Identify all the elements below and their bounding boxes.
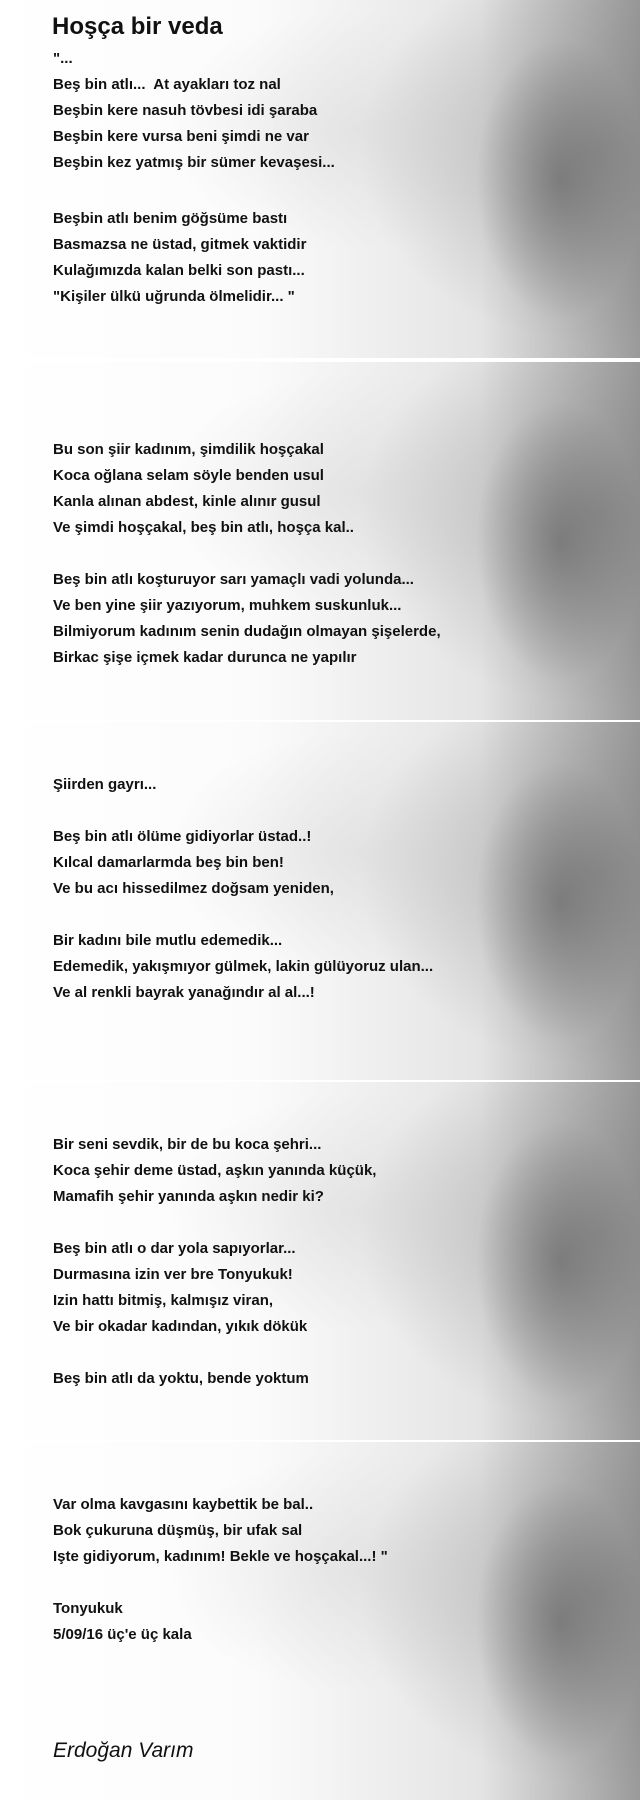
poem-line: Beş bin atlı ölüme gidiyorlar üstad..! [53, 828, 312, 845]
poem-line: Mamafih şehir yanında aşkın nedir ki? [53, 1188, 324, 1205]
poem-line: Beşbin kez yatmış bir sümer kevaşesi... [53, 154, 335, 171]
poem-line: Koca şehir deme üstad, aşkın yanında küçük, [53, 1162, 377, 1179]
poem-line: Ve al renkli bayrak yanağındır al al...! [53, 984, 315, 1001]
stanza [53, 437, 354, 541]
poem-line: Bir seni sevdik, bir de bu koca şehri... [53, 1136, 322, 1153]
poem-line: Ve bu acı hissedilmez doğsam yeniden, [53, 880, 334, 897]
stanza [53, 1596, 192, 1648]
poem-line: Beşbin kere vursa beni şimdi ne var [53, 128, 309, 145]
poem-line: Koca oğlana selam söyle benden usul [53, 467, 324, 484]
poem-line: "Kişiler ülkü uğrunda ölmelidir... " [53, 288, 295, 305]
stanza [53, 824, 334, 902]
poem-line: Beş bin atlı koşturuyor sarı yamaçlı vadi yolunda... [53, 571, 414, 588]
author-name: Erdoğan Varım [53, 1739, 194, 1762]
stanza [53, 567, 441, 671]
poem-line: Basmazsa ne üstad, gitmek vaktidir [53, 236, 307, 253]
poem-line: Beşbin atlı benim göğsüme bastı [53, 210, 288, 227]
stanza [53, 1366, 309, 1392]
poem-title: Hoşça bir veda [52, 13, 223, 40]
stanza [53, 46, 335, 176]
poem-line: Edemedik, yakışmıyor gülmek, lakin gülüyoruz ulan... [53, 958, 434, 975]
poem-line: Beş bin atlı da yoktu, bende yoktum [53, 1370, 309, 1387]
poem-line: Bir kadını bile mutlu edemedik... [53, 932, 283, 949]
poem-line: Kılcal damarlarmda beş bin ben! [53, 854, 284, 871]
poem-line: Kulağımızda kalan belki son pastı... [53, 262, 305, 279]
poem-line: Bilmiyorum kadınım senin dudağın olmayan şişelerde, [53, 623, 441, 640]
stanza [53, 772, 156, 798]
stanza [53, 1132, 376, 1210]
poem-line: Birkac şişe içmek kadar durunca ne yapılır [53, 649, 357, 666]
poem-date-line: 5/09/16 üç'e üç kala [53, 1626, 192, 1643]
poem-line: Kanla alınan abdest, kinle alınır gusul [53, 493, 321, 510]
stanza [53, 1236, 307, 1340]
poem-line: Bok çukuruna düşmüş, bir ufak sal [53, 1522, 303, 1539]
poem-line: Izin hattı bitmiş, kalmışız viran, [53, 1292, 274, 1309]
poem-line: Ve ben yine şiir yazıyorum, muhkem suskunluk... [53, 597, 402, 614]
poem-line: Şiirden gayrı... [53, 776, 157, 793]
stanza [53, 1492, 388, 1570]
stanza [53, 206, 306, 310]
stanza [53, 928, 433, 1006]
poem-line: Işte gidiyorum, kadınım! Bekle ve hoşçakal...! " [53, 1548, 388, 1565]
poem-line: Durmasına izin ver bre Tonyukuk! [53, 1266, 293, 1283]
poem-line: Var olma kavgasını kaybettik be bal.. [53, 1496, 314, 1513]
poem-line: Bu son şiir kadınım, şimdilik hoşçakal [53, 441, 324, 458]
poem-signoff-line: Tonyukuk [53, 1600, 123, 1617]
poem-line: "... [53, 50, 73, 67]
poem-line: Beşbin kere nasuh tövbesi idi şaraba [53, 102, 318, 119]
poem-line: Ve bir okadar kadından, yıkık dökük [53, 1318, 308, 1335]
poem-line: Beş bin atlı... At ayakları toz nal [53, 76, 281, 93]
poem-line: Ve şimdi hoşçakal, beş bin atlı, hoşça kal.. [53, 519, 354, 536]
poem-line: Beş bin atlı o dar yola sapıyorlar... [53, 1240, 296, 1257]
